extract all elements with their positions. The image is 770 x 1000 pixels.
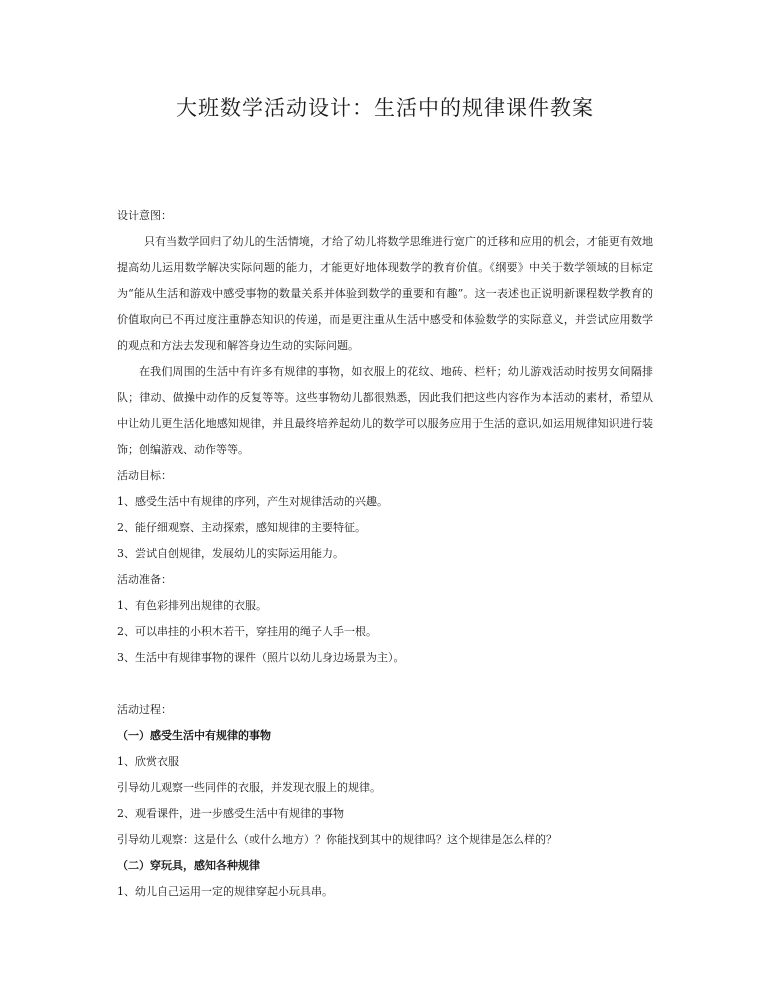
goal-item: 2、能仔细观察、主动探索，感知规律的主要特征。 — [117, 521, 366, 534]
section-2-item: 1、幼儿自己运用一定的规律穿起小玩具串。 — [117, 885, 333, 898]
design-paragraph-1: 只有当数学回归了幼儿的生活情境，才给了幼儿将数学思维进行宽广的迁移和应用的机会，才能更有效地提高幼儿运用数学解决实际问题的能力，才能更好地体现数学的教育价值。《纲要》中关于数学领域的目标定为“能从生活和游戏中感受事物的数量关系并体验到数学的重要和有趣”。这一表述也正说明新课程数学教育的价值取向已不再过度注重静态知识的传递，而是更注重从生活中感受和体验数学的实际意义，并尝试应用数学的观点和方法去发现和解答身边生动的实际问题。 — [117, 235, 653, 352]
goals-heading: 活动目标： — [117, 469, 172, 482]
prep-item: 2、可以串挂的小积木若干，穿挂用的绳子人手一根。 — [117, 625, 377, 638]
design-paragraph-2: 在我们周围的生活中有许多有规律的事物，如衣服上的花纹、地砖、栏杆；幼儿游戏活动时按男女间隔排队；律动、做操中动作的反复等等。这些事物幼儿都很熟悉，因此我们把这些内容作为本活动的素材，希望从中让幼儿更生活化地感知规律，并且最终培养起幼儿的数学可以服务应用于生活的意识,如运用规律知识进行装饰；创编游戏、动作等等。 — [117, 365, 653, 456]
section-1-item: 2、观看课件，进一步感受生活中有规律的事物 — [117, 807, 344, 820]
goal-item: 1、感受生活中有规律的序列，产生对规律活动的兴趣。 — [117, 495, 388, 508]
document-title: 大班数学活动设计：生活中的规律课件教案 — [176, 96, 594, 120]
spacer — [117, 671, 653, 697]
section-1-item: 引导幼儿观察一些同伴的衣服，并发现衣服上的规律。 — [117, 781, 381, 794]
prep-item: 1、有色彩排列出规律的衣服。 — [117, 599, 267, 612]
section-1-heading: （一）感受生活中有规律的事物 — [117, 729, 271, 742]
document-body — [117, 203, 653, 905]
goal-item: 3、尝试自创规律，发展幼儿的实际运用能力。 — [117, 547, 344, 560]
section-1-item: 引导幼儿观察：这是什么（或什么地方）？你能找到其中的规律吗？这个规律是怎么样的？ — [117, 833, 557, 846]
section-1-item: 1、欣赏衣服 — [117, 755, 179, 768]
process-heading: 活动过程： — [117, 703, 172, 716]
section-2-heading: （二）穿玩具，感知各种规律 — [117, 859, 260, 872]
prep-heading: 活动准备： — [117, 573, 172, 586]
design-heading: 设计意图： — [117, 209, 172, 222]
prep-item: 3、生活中有规律事物的课件（照片以幼儿身边场景为主）。 — [117, 651, 405, 664]
